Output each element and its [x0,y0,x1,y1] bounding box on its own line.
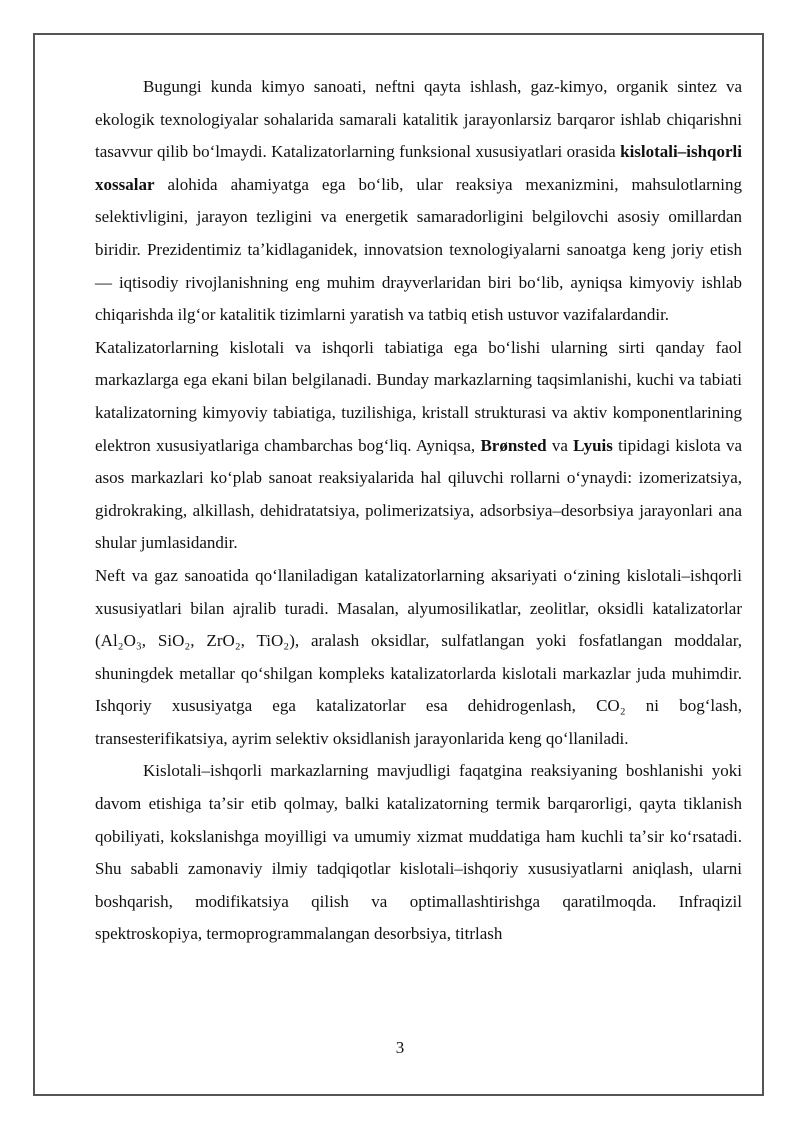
bold-term: Brønsted [480,435,547,455]
paragraph-text: tipidagi kislota va asos markazlari koʻplab sanoat reaksiyalarida hal qiluvchi rollarni oʻynaydi: izomerizatsiya, gidrokraking, alkillash, dehidratatsiya, polimerizatsiya, adsorbsiya–desorbsiya jarayonlari ana shular jumlasidandir. [95,435,742,553]
paragraph-text: Bugungi kunda kimyo sanoati, neftni qayta ishlash, gaz-kimyo, organik sintez va ekologik texnologiyalar sohalarida samarali katalitik jarayonlarsiz barqaror ishlab chiqarishni tasavvur qilib boʻlmaydi. Katalizatorlarning funksional xususiyatlari orasida [95,77,742,162]
paragraph-text: Neft va gaz sanoatida qoʻllaniladigan katalizatorlarning aksariyati oʻzining kislotali–ishqorli xususiyatlari bilan ajralib turadi. Masalan, alyumosilikatlar, zeolitlar, oksidli katalizatorlar (Al₂O₃, SiO₂, ZrO₂, TiO₂), aralash oksidlar, sulfatlangan yoki fosfatlangan moddalar, shuningdek metallar qoʻshilgan kompleks katalizatorlarda kislotali markazlar juda muhimdir. Ishqoriy xususiyatga ega katalizatorlar esa dehidrogenlash, CO₂ ni bogʻlash, transesterifikatsiya, ayrim selektiv oksidlanish jarayonlarida keng qoʻllaniladi. [95,565,742,748]
paragraph [95,560,742,756]
paragraph-text: Katalizatorlarning kislotali va ishqorli tabiatiga ega boʻlishi ularning sirti qanday faol markazlarga ega ekani bilan belgilanadi. Bunday markazlarning taqsimlanishi, kuchi va tabiati katalizatorning kimyoviy tabiatiga, tuzilishiga, kristall strukturasi va aktiv komponentlarining elektron xususiyatlariga chambarchas bogʻliq. Ayniqsa, [95,337,742,455]
bold-term: Lyuis [573,435,613,455]
page-number: 3 [395,1038,405,1057]
paragraph [95,332,742,560]
paragraph-text: alohida ahamiyatga ega boʻlib, ular reaksiya mexanizmini, mahsulotlarning selektivligini, jarayon tezligini va energetik samaradorligini belgilovchi asosiy omillardan biridir. Prezidentimiz taʼkidlaganidek, innovatsion texnologiyalarni sanoatga keng joriy etish — iqtisodiy rivojlanishning eng muhim drayverlaridan biri boʻlib, ayniqsa kimyoviy ishlab chiqarishda ilgʻor katalitik tizimlarni yaratish va tatbiq etish ustuvor vazifalardandir. [95,174,742,325]
paragraph-text: Kislotali–ishqorli markazlarning mavjudligi faqatgina reaksiyaning boshlanishi yoki davom etishiga taʼsir etib qolmay, balki katalizatorning termik barqarorligi, qayta tiklanish qobiliyati, kokslanishga moyilligi va umumiy xizmat muddatiga ham kuchli taʼsir koʻrsatadi. Shu sababli zamonaviy ilmiy tadqiqotlar kislotali–ishqoriy xususiyatlarni aniqlash, ularni boshqarish, modifikatsiya qilish va optimallashtirishga qaratilmoqda. Infraqizil spektroskopiya, termoprogrammalangan desorbsiya, titrlash [95,761,742,944]
paragraph [95,755,742,951]
paragraph-text: va [546,435,574,455]
paragraph [95,71,742,332]
document-body [95,71,742,951]
bold-term: kislotali–ishqorli xossalar [95,142,742,194]
